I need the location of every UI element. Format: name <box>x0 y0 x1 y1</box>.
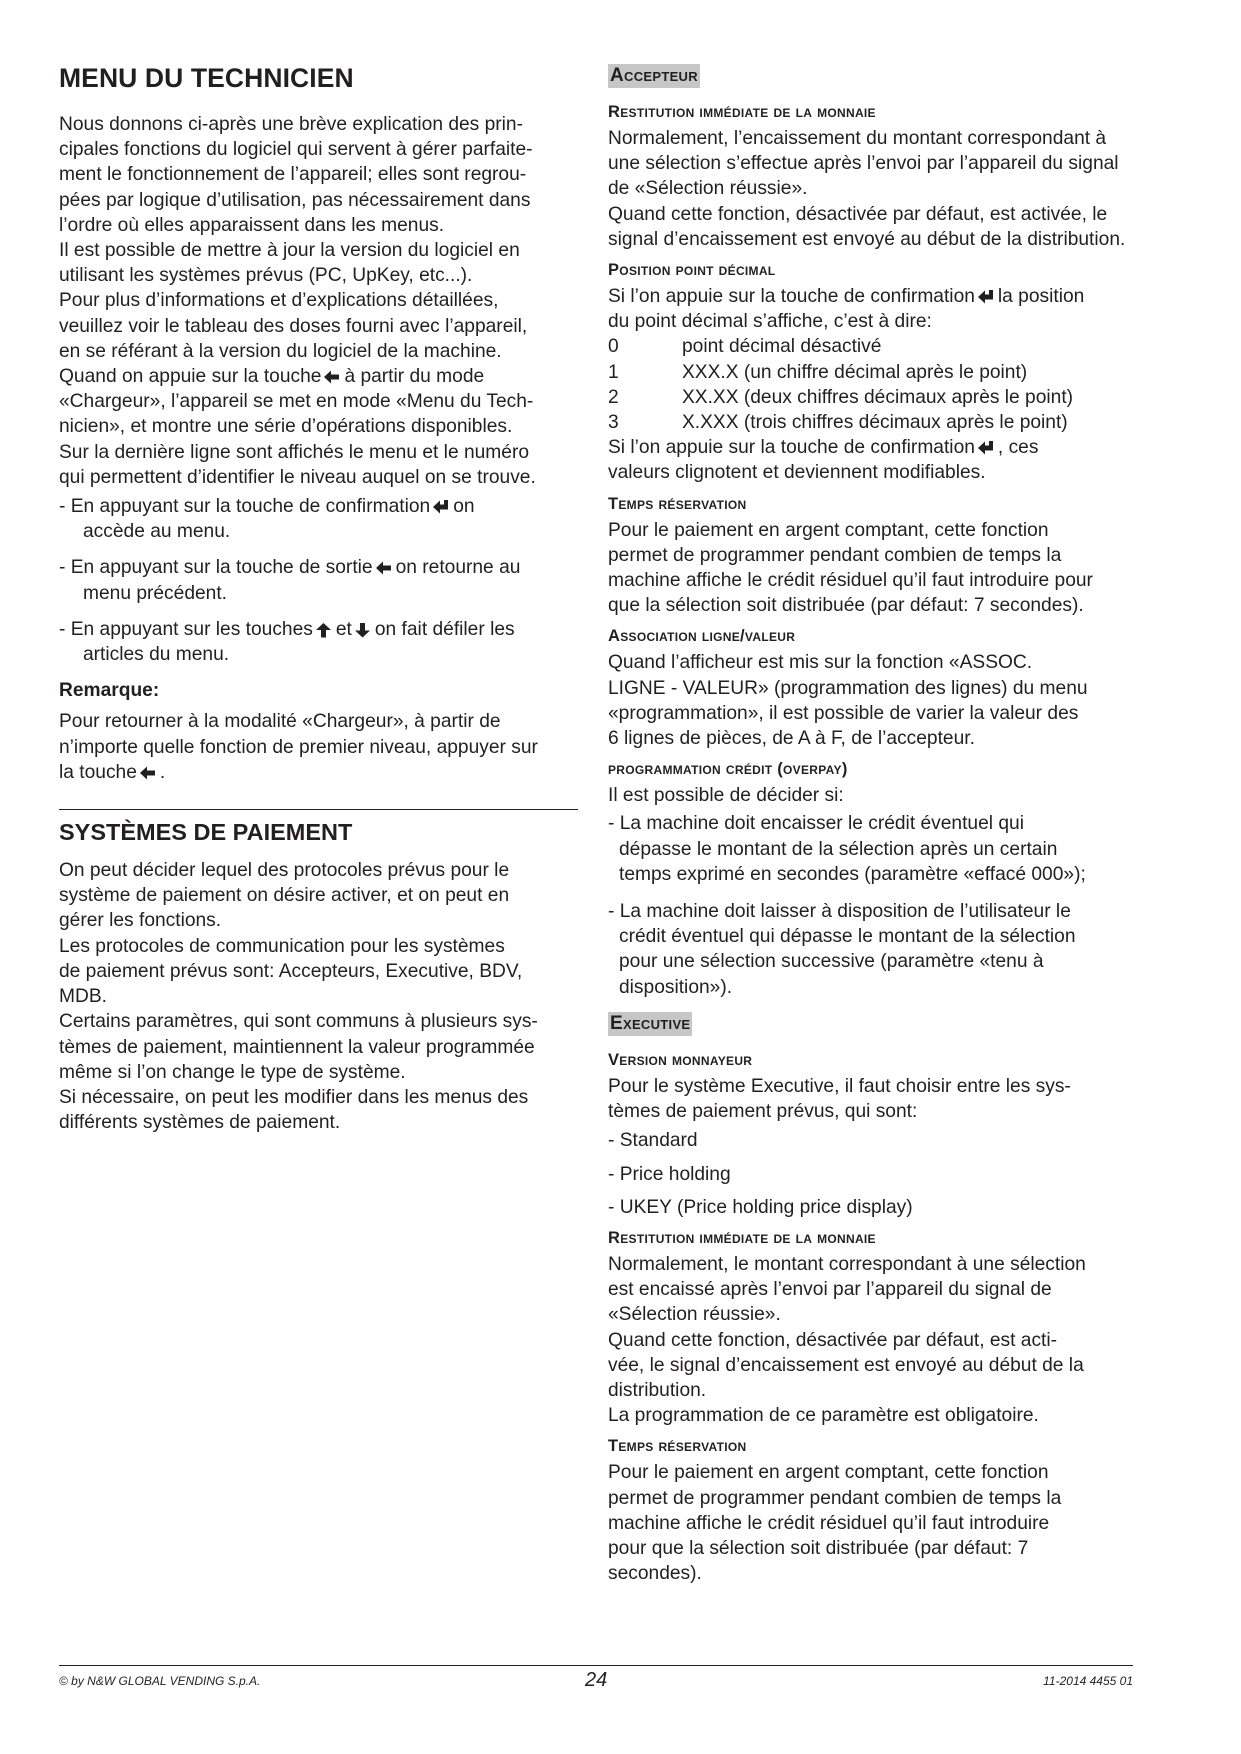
option-row <box>608 360 1133 385</box>
text-line: «programmation», il est possible de varier la valeur des <box>608 702 1079 724</box>
text-fragment: Si l’on appuie sur la touche de confirmation <box>608 286 975 308</box>
text-line: crédit éventuel qui dépasse le montant de la sélection <box>619 926 1076 948</box>
subsection-heading: Temps réservation <box>608 1437 747 1456</box>
up-arrow-icon <box>315 622 332 638</box>
text-line: LIGNE - VALEUR» (programmation des lignes) du menu <box>608 677 1088 699</box>
text-line: MDB. <box>59 986 107 1008</box>
text-line: tèmes de paiement, maintiennent la valeur programmée <box>59 1036 535 1058</box>
text-line: Pour plus d’informations et d’explications détaillées, <box>59 290 499 312</box>
text-line: n’importe quelle fonction de premier niveau, appuyer sur <box>59 736 538 758</box>
text-line: machine affiche le crédit résiduel qu’il faut introduire <box>608 1512 1050 1534</box>
text-line: pour que la sélection soit distribuée (par défaut: 7 <box>608 1537 1029 1559</box>
text-line: Si nécessaire, on peut les modifier dans les menus des <box>59 1086 529 1108</box>
option-number: 3 <box>608 412 619 434</box>
text-line: - La machine doit encaisser le crédit éventuel qui <box>608 813 1024 835</box>
text-fragment: . <box>159 761 166 783</box>
copyright-text: © by N&W GLOBAL VENDING S.p.A. <box>59 1674 261 1688</box>
text-line: même si l’on change le type de système. <box>59 1061 406 1083</box>
subsection-heading: Version monnayeur <box>608 1050 753 1069</box>
left-column <box>59 62 578 1135</box>
subsection-heading: programmation crédit (overpay) <box>608 760 848 779</box>
text-line: disposition»). <box>619 976 733 998</box>
text-line: Pour le système Executive, il faut choisir entre les sys- <box>608 1075 1071 1097</box>
option-text: XX.XX (deux chiffres décimaux après le point) <box>682 386 1074 408</box>
payment-text <box>59 858 578 1135</box>
text-line: Sur la dernière ligne sont affichés le menu et le numéro <box>59 441 530 463</box>
text-line: veuillez voir le tableau des doses fourni avec l’appareil, <box>59 315 528 337</box>
option-row <box>608 410 1133 435</box>
text-line: différents systèmes de paiement. <box>59 1112 341 1134</box>
enter-key-icon <box>432 499 449 515</box>
text-fragment: on fait défiler les <box>374 618 515 640</box>
option-number: 0 <box>608 336 619 358</box>
subsection-heading: Temps réservation <box>608 494 747 513</box>
text-line: tèmes de paiement prévus, qui sont: <box>608 1101 918 1123</box>
text-line: La programmation de ce paramètre est obligatoire. <box>608 1405 1039 1427</box>
list-item <box>608 899 1133 1000</box>
list-item: - UKEY (Price holding price display) <box>608 1196 913 1218</box>
text-fragment: accède au menu. <box>83 521 231 543</box>
text-line: dépasse le montant de la sélection après un certain <box>619 838 1058 860</box>
text-line: Les protocoles de communication pour les systèmes <box>59 935 505 957</box>
option-number: 1 <box>608 361 619 383</box>
text-line: Pour le paiement en argent comptant, cette fonction <box>608 1462 1049 1484</box>
text-fragment: Si l’on appuie sur la touche de confirmation <box>608 437 975 459</box>
option-row <box>608 334 1133 359</box>
option-number: 2 <box>608 386 619 408</box>
exit-arrow-icon <box>139 765 156 781</box>
subsection-heading: Association ligne/valeur <box>608 627 796 646</box>
text-fragment: la touche <box>59 761 137 783</box>
text-line: secondes). <box>608 1563 702 1585</box>
text-fragment: - En appuyant sur la touche de confirmation <box>59 496 431 518</box>
text-line: temps exprimé en secondes (paramètre «effacé 000»); <box>619 863 1086 885</box>
exit-arrow-icon <box>323 369 340 385</box>
list-item <box>59 617 578 667</box>
text-line <box>608 435 1133 460</box>
page-number: 24 <box>585 1669 608 1691</box>
text-line: «Sélection réussie». <box>608 1304 781 1326</box>
enter-key-icon <box>977 440 994 456</box>
text-line: permet de programmer pendant combien de temps la <box>608 544 1062 566</box>
text-line: valeurs clignotent et deviennent modifiables. <box>608 462 986 484</box>
text-line: système de paiement on désire activer, et on peut en <box>59 885 510 907</box>
text-line: est encaissé après l’envoi par l’appareil du signal de <box>608 1279 1052 1301</box>
text-line: Il est possible de décider si: <box>608 785 844 807</box>
text-line: Nous donnons ci-après une brève explication des prin- <box>59 114 523 135</box>
text-line: gérer les fonctions. <box>59 910 222 932</box>
text-line: cipales fonctions du logiciel qui servent à gérer parfaite- <box>59 139 533 161</box>
text-line: permet de programmer pendant combien de temps la <box>608 1487 1062 1509</box>
text-line: Certains paramètres, qui sont communs à plusieurs sys- <box>59 1011 538 1033</box>
text-line: en se référant à la version du logiciel de la machine. <box>59 340 502 362</box>
text-line: de paiement prévus sont: Accepteurs, Executive, BDV, <box>59 960 523 982</box>
text-fragment: à partir du mode <box>344 366 485 388</box>
enter-key-icon <box>977 289 994 305</box>
text-fragment: Quand on appuie sur la touche <box>59 366 322 388</box>
down-arrow-icon <box>354 622 371 638</box>
page-footer <box>59 1665 1133 1691</box>
text-fragment: menu précédent. <box>83 582 227 604</box>
text-fragment: et <box>335 618 352 640</box>
document-code: 11-2014 4455 01 <box>1043 1674 1133 1688</box>
subsection-heading: Restitution immédiate de la monnaie <box>608 1228 876 1247</box>
text-line: signal d’encaissement est envoyé au début de la distribution. <box>608 228 1126 250</box>
list-item <box>59 555 578 605</box>
text-line: de «Sélection réussie». <box>608 178 808 200</box>
text-fragment: , ces <box>997 437 1039 459</box>
exit-arrow-icon <box>375 560 392 576</box>
text-line: «Chargeur», l’appareil se met en mode «Menu du Tech- <box>59 391 534 413</box>
page-title: MENU DU TECHNICIEN <box>59 63 354 93</box>
text-line: vée, le signal d’encaissement est envoyé au début de la <box>608 1354 1084 1376</box>
text-line: Il est possible de mettre à jour la version du logiciel en <box>59 240 520 262</box>
option-text: X.XXX (trois chiffres décimaux après le point) <box>682 412 1068 434</box>
text-line: distribution. <box>608 1379 707 1401</box>
text-line: - La machine doit laisser à disposition de l’utilisateur le <box>608 901 1071 923</box>
text-fragment: - En appuyant sur les touches <box>59 618 313 640</box>
list-item <box>608 811 1133 887</box>
text-line: ment le fonctionnement de l’appareil; elles sont regrou- <box>59 164 527 186</box>
text-line: l’ordre où elles apparaissent dans les menus. <box>59 214 445 236</box>
list-item <box>59 494 578 544</box>
text-line: Quand cette fonction, désactivée par défaut, est activée, le <box>608 203 1108 225</box>
text-fragment: articles du menu. <box>83 644 230 666</box>
text-line: Quand cette fonction, désactivée par défaut, est acti- <box>608 1329 1058 1351</box>
text-line: pour une sélection successive (paramètre «tenu à <box>619 951 1044 973</box>
subsection-heading: Restitution immédiate de la monnaie <box>608 103 876 121</box>
text-line <box>59 760 578 785</box>
text-line <box>59 364 578 389</box>
text-line: Pour le paiement en argent comptant, cette fonction <box>608 519 1049 541</box>
note-heading: Remarque: <box>59 680 160 702</box>
text-line: une sélection s’effectue après l’envoi par l’appareil du signal <box>608 153 1119 175</box>
text-line: pées par logique d’utilisation, pas nécessairement dans <box>59 189 531 211</box>
list-item: - Standard <box>608 1130 698 1152</box>
subsection-heading: Position point décimal <box>608 261 776 280</box>
text-line: du point décimal s’affiche, c’est à dire: <box>608 311 932 333</box>
text-line: 6 lignes de pièces, de A à F, de l’accepteur. <box>608 728 975 750</box>
text-fragment: - En appuyant sur la touche de sortie <box>59 557 373 579</box>
text-line: On peut décider lequel des protocoles prévus pour le <box>59 860 510 882</box>
right-column <box>608 64 1133 1586</box>
text-fragment: on retourne au <box>395 557 521 579</box>
text-line: nicien», et montre une série d’opérations disponibles. <box>59 416 513 438</box>
option-row <box>608 385 1133 410</box>
text-line: Quand l’afficheur est mis sur la fonction «ASSOC. <box>608 652 1033 674</box>
section-heading-executive: Executive <box>610 1012 691 1034</box>
text-fragment: la position <box>997 286 1085 308</box>
text-line: que la sélection soit distribuée (par défaut: 7 secondes). <box>608 595 1084 617</box>
text-line: utilisant les systèmes prévus (PC, UpKey, etc...). <box>59 265 473 287</box>
text-line: Normalement, le montant correspondant à une sélection <box>608 1253 1086 1275</box>
text-line: Pour retourner à la modalité «Chargeur», à partir de <box>59 711 501 733</box>
section-title: SYSTÈMES DE PAIEMENT <box>59 819 353 846</box>
option-text: XXX.X (un chiffre décimal après le point) <box>682 361 1028 383</box>
text-line <box>608 284 1133 309</box>
option-text: point décimal désactivé <box>682 336 882 358</box>
text-fragment: on <box>453 496 475 518</box>
text-line: machine affiche le crédit résiduel qu’il faut introduire pour <box>608 570 1093 592</box>
text-line: qui permettent d’identifier le niveau auquel on se trouve. <box>59 466 536 488</box>
section-divider <box>59 809 578 810</box>
section-heading-accepteur: Accepteur <box>610 65 698 86</box>
text-line: Normalement, l’encaissement du montant correspondant à <box>608 128 1107 149</box>
intro-text <box>59 112 578 490</box>
list-item: - Price holding <box>608 1163 731 1185</box>
